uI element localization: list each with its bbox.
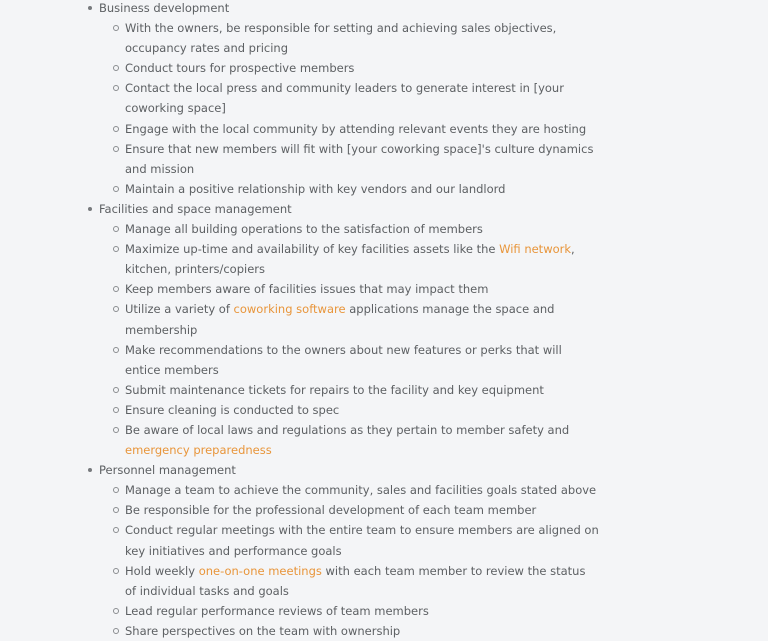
bullet-circle-icon [113,146,119,152]
bullet-circle-icon [113,186,119,192]
item-text: Submit maintenance tickets for repairs to the facility and key equipment [125,382,544,397]
bullet-circle-icon [113,226,119,232]
item-text: Lead regular performance reviews of team members [125,603,429,618]
item-text: Make recommendations to the owners about new features or perks that will entice members [125,342,562,377]
bullet-disc-icon [88,207,92,211]
bullet-circle-icon [113,126,119,132]
section-title: Facilities and space management [99,201,292,216]
item-text: Be aware of local laws and regulations as they pertain to member safety and [125,422,570,437]
bullet-circle-icon [113,286,119,292]
section-personnel-management [99,460,768,641]
item-text: Engage with the local community by attending relevant events they are hosting [125,121,587,136]
bullet-circle-icon [113,25,119,31]
item-text: , kitchen, printers/copiers [125,242,575,277]
section-items [99,480,768,641]
list-item [125,340,600,380]
wifi-network-link[interactable]: Wifi network [499,242,572,257]
item-text: Maintain a positive relationship with key vendors and our landlord [125,181,506,196]
item-text: Share perspectives on the team with ownership [125,623,401,638]
bullet-disc-icon [88,6,92,10]
bullet-circle-icon [113,507,119,513]
list-item [125,119,600,139]
item-text: With the owners, be responsible for setting and achieving sales objectives, occupancy rates and pricing [125,21,557,56]
bullet-circle-icon [113,487,119,493]
emergency-preparedness-link[interactable]: emergency preparedness [125,443,272,458]
item-text: Conduct regular meetings with the entire team to ensure members are aligned on key initiatives and performance goals [125,523,599,558]
list-item [125,420,600,460]
item-text: applications manage the space and membership [125,302,555,337]
item-text: Manage all building operations to the satisfaction of members [125,222,483,237]
list-item [125,279,600,299]
item-text: with each team member to review the status of individual tasks and goals [125,563,586,598]
bullet-disc-icon [88,468,92,472]
item-text: Be responsible for the professional development of each team member [125,503,537,518]
section-title: Business development [99,1,230,15]
item-text: Ensure cleaning is conducted to spec [125,402,340,417]
list-item [125,561,600,601]
list-item [125,139,600,179]
bullet-circle-icon [113,427,119,433]
item-text: Manage a team to achieve the community, sales and facilities goals stated above [125,483,597,498]
bullet-circle-icon [113,387,119,393]
list-item [125,380,600,400]
section-business-development [99,0,768,199]
list-item [125,621,600,641]
bullet-circle-icon [113,527,119,533]
list-item [125,179,600,199]
bullet-circle-icon [113,568,119,574]
list-item [125,480,600,500]
one-on-one-meetings-link[interactable]: one-on-one meetings [198,563,322,578]
item-text: Conduct tours for prospective members [125,61,355,76]
list-item [125,400,600,420]
bullet-circle-icon [113,65,119,71]
list-item [125,239,600,279]
list-item [125,299,600,339]
section-title: Personnel management [99,463,236,478]
list-item [125,18,600,58]
bullet-circle-icon [113,306,119,312]
list-item [125,500,600,520]
item-text: Utilize a variety of [125,302,234,317]
list-item [125,601,600,621]
coworking-software-link[interactable]: coworking software [233,302,346,317]
item-text: Contact the local press and community leaders to generate interest in [your coworking space] [125,81,564,116]
list-item [125,520,600,560]
bullet-circle-icon [113,407,119,413]
bullet-circle-icon [113,608,119,614]
item-text: Ensure that new members will fit with [your coworking space]'s culture dynamics and mission [125,141,594,176]
list-item [125,219,600,239]
bullet-circle-icon [113,246,119,252]
bullet-circle-icon [113,347,119,353]
bullet-circle-icon [113,628,119,634]
item-text: Maximize up-time and availability of key facilities assets like the [125,242,500,257]
section-items [99,219,768,460]
item-text: Hold weekly [125,563,199,578]
item-text: Keep members aware of facilities issues that may impact them [125,282,489,297]
section-facilities-and-space-management [99,199,768,460]
bullet-circle-icon [113,85,119,91]
list-item [125,78,600,118]
list-item [125,58,600,78]
section-items [99,18,768,199]
